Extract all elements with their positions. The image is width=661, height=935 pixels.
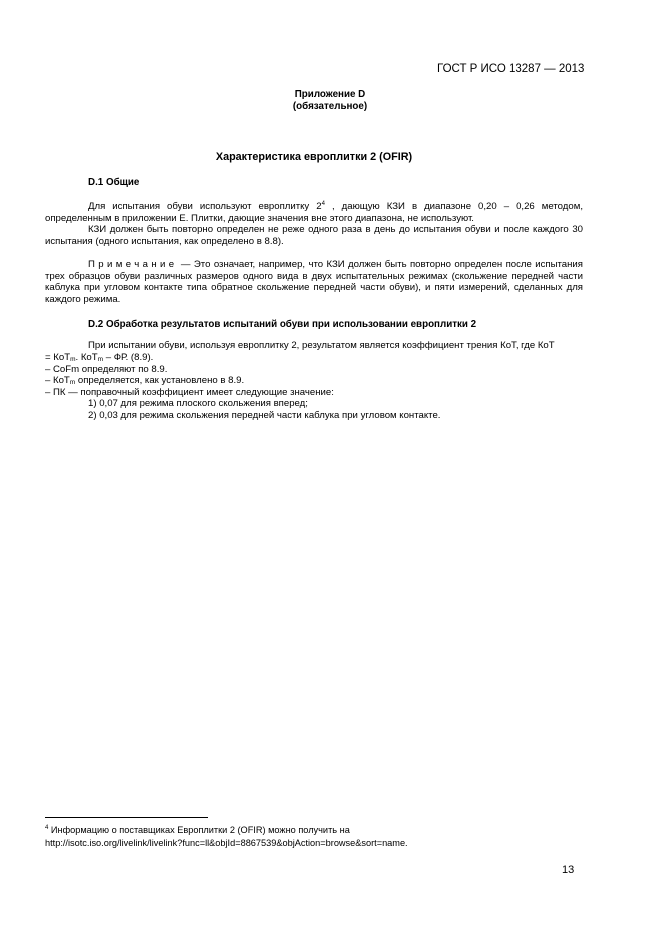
footnote-link[interactable]: http://isotc.iso.org/livelink/livelink?func=ll&objId=8867539&objAction=browse&sort=name. bbox=[45, 837, 408, 848]
list-item: – КоТ$_m$ определяется, как установлено в 8.9. bbox=[45, 375, 245, 387]
page-number: 13 bbox=[562, 864, 575, 876]
sub-list-item: 1) 0,07 для режима плоского скольжения вперед; bbox=[88, 398, 308, 410]
list-item: – CoFm определяют по 8.9. bbox=[45, 363, 168, 375]
sub-list-item: 2) 0,03 для режима скольжения передней части каблука при угловом контакте. bbox=[88, 409, 441, 421]
note bbox=[45, 259, 583, 305]
footnote-marker: 4 bbox=[45, 825, 49, 831]
text: , дающую КЗИ в диапазоне 0,20 – 0,26 методом, определенным в приложении Е. Плитки, дающие значения вне этого диапазона, не используют. bbox=[45, 201, 583, 224]
appendix-title: Характеристика европлитки 2 (OFIR) bbox=[215, 151, 413, 163]
footnote bbox=[45, 824, 408, 849]
paragraph: КЗИ должен быть повторно определен не реже одного раза в день до испытания обуви и после каждого 30 испытания (одного испытания, как определено в 8.8). bbox=[45, 224, 583, 247]
section-heading-d1: D.1 Общие bbox=[88, 177, 140, 188]
text: Для испытания обуви используют европлитку 2 bbox=[88, 201, 322, 212]
appendix-label: Приложение D bbox=[294, 89, 366, 100]
appendix-status: (обязательное) bbox=[292, 101, 368, 112]
footnote-ref[interactable]: 4 bbox=[321, 201, 325, 207]
section-d2-intro bbox=[45, 340, 583, 352]
formula-line: = КоТ$_m$. КоТ$_m$ – ФР. (8.9). bbox=[45, 352, 154, 363]
list-item: – ПК — поправочный коэффициент имеет следующие значение: bbox=[45, 386, 334, 398]
note-text: — Это означает, например, что КЗИ должен быть повторно определен после испытания трех образцов обуви различных размеров одного вида в двух испытательных режимах (скольжение передней части каблука при угловом контакте типа обратное скольжение передней части обуви), и пяти измерений, сделанных для каждого режима. bbox=[45, 259, 583, 305]
paragraph bbox=[45, 201, 583, 224]
section-d1-body bbox=[45, 201, 583, 247]
paragraph: При испытании обуви, используя европлитку 2, результатом является коэффициент трения КоТ, где КоТ bbox=[88, 340, 555, 351]
section-heading-d2: D.2 Обработка результатов испытаний обуви при использовании европлитки 2 bbox=[88, 319, 477, 330]
footnote-divider bbox=[45, 817, 208, 818]
footnote-text: Информацию о поставщиках Европлитки 2 (OFIR) можно получить на bbox=[48, 825, 350, 835]
note-label: Примечание bbox=[88, 259, 178, 270]
section-d2-list bbox=[45, 352, 585, 422]
document-code: ГОСТ Р ИСО 13287 — 2013 bbox=[437, 63, 585, 75]
